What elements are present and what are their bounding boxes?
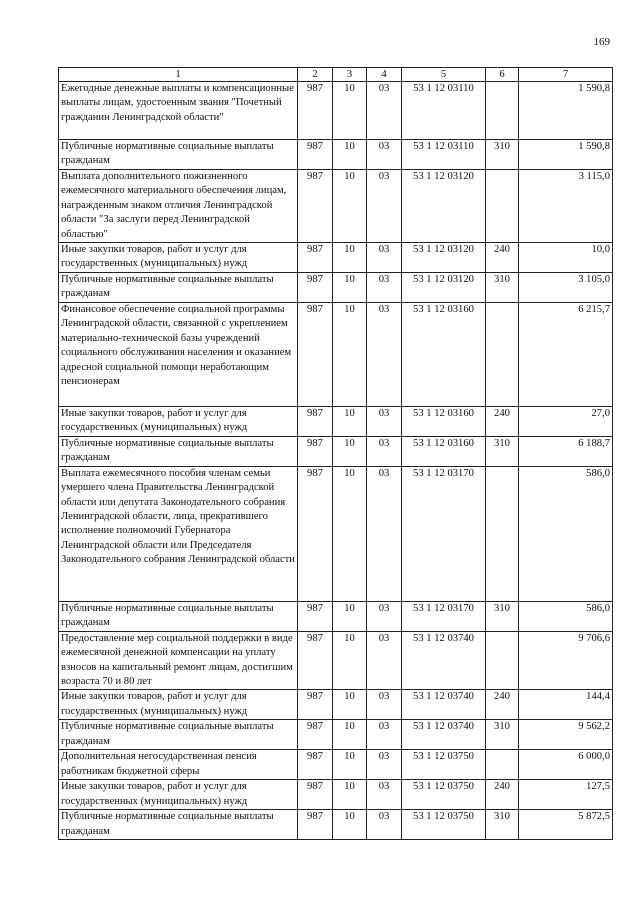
table-row (59, 140, 613, 170)
table-row (59, 437, 613, 467)
row-name: Ежегодные денежные выплаты и компенсационные выплаты лицам, удостоенным звания "Почетный гражданин Ленинградской области" (59, 82, 298, 140)
row-amount: 3 115,0 (519, 170, 613, 243)
row-admin-code: 987 (298, 720, 333, 750)
row-section: 10 (333, 407, 367, 437)
row-expense-type: 240 (486, 243, 519, 273)
row-target-code: 53 1 12 03110 (402, 82, 486, 140)
row-subsection: 03 (367, 601, 402, 631)
row-expense-type: 310 (486, 437, 519, 467)
table-row (59, 690, 613, 720)
row-name: Публичные нормативные социальные выплаты гражданам (59, 140, 298, 170)
row-name: Публичные нормативные социальные выплаты гражданам (59, 720, 298, 750)
row-target-code: 53 1 12 03750 (402, 780, 486, 810)
row-name: Публичные нормативные социальные выплаты гражданам (59, 273, 298, 303)
table-row (59, 170, 613, 243)
row-name: Иные закупки товаров, работ и услуг для государственных (муниципальных) нужд (59, 780, 298, 810)
row-name: Публичные нормативные социальные выплаты гражданам (59, 810, 298, 840)
row-expense-type (486, 303, 519, 407)
row-target-code: 53 1 12 03740 (402, 631, 486, 690)
row-section: 10 (333, 780, 367, 810)
row-amount: 127,5 (519, 780, 613, 810)
row-subsection: 03 (367, 170, 402, 243)
row-amount: 6 000,0 (519, 750, 613, 780)
row-section: 10 (333, 631, 367, 690)
row-subsection: 03 (367, 407, 402, 437)
row-section: 10 (333, 437, 367, 467)
header-col-7: 7 (519, 68, 613, 82)
row-name: Финансовое обеспечение социальной программы Ленинградской области, связанной с укреплением материально-технической базы учреждений социального обслуживания населения и оказанием адресной социальной помощи неработающим пенсионерам (59, 303, 298, 407)
row-expense-type: 240 (486, 690, 519, 720)
row-name: Выплата ежемесячного пособия членам семьи умершего члена Правительства Ленинградской области или депутата Законодательного собрания Ленинградской области, лица, прекратившего исполнение полномочий Губернатора Ленинградской области или Председателя Законодательного собрания Ленинградской области (59, 466, 298, 601)
row-amount: 9 706,6 (519, 631, 613, 690)
table-row (59, 631, 613, 690)
table-row (59, 273, 613, 303)
table-row (59, 810, 613, 840)
row-admin-code: 987 (298, 303, 333, 407)
row-expense-type: 310 (486, 601, 519, 631)
budget-table (58, 67, 613, 840)
row-section: 10 (333, 82, 367, 140)
row-amount: 1 590,8 (519, 140, 613, 170)
row-amount: 1 590,8 (519, 82, 613, 140)
row-admin-code: 987 (298, 601, 333, 631)
row-subsection: 03 (367, 273, 402, 303)
page-number: 169 (593, 36, 610, 48)
row-target-code: 53 1 12 03160 (402, 437, 486, 467)
row-subsection: 03 (367, 810, 402, 840)
row-expense-type: 310 (486, 720, 519, 750)
row-name: Публичные нормативные социальные выплаты гражданам (59, 437, 298, 467)
row-name: Предоставление мер социальной поддержки в виде ежемесячной денежной компенсации на уплату взносов на капитальный ремонт лицам, достигшим возраста 70 и 80 лет (59, 631, 298, 690)
row-name: Дополнительная негосударственная пенсия работникам бюджетной сферы (59, 750, 298, 780)
row-amount: 9 562,2 (519, 720, 613, 750)
row-target-code: 53 1 12 03110 (402, 140, 486, 170)
row-subsection: 03 (367, 140, 402, 170)
row-section: 10 (333, 466, 367, 601)
table-row (59, 466, 613, 601)
header-col-5: 5 (402, 68, 486, 82)
row-section: 10 (333, 243, 367, 273)
row-target-code: 53 1 12 03160 (402, 303, 486, 407)
table-row (59, 407, 613, 437)
table-row (59, 243, 613, 273)
row-section: 10 (333, 140, 367, 170)
row-section: 10 (333, 720, 367, 750)
row-name: Иные закупки товаров, работ и услуг для государственных (муниципальных) нужд (59, 690, 298, 720)
row-target-code: 53 1 12 03740 (402, 690, 486, 720)
row-section: 10 (333, 170, 367, 243)
row-amount: 6 215,7 (519, 303, 613, 407)
row-expense-type: 310 (486, 810, 519, 840)
row-admin-code: 987 (298, 243, 333, 273)
row-name: Иные закупки товаров, работ и услуг для государственных (муниципальных) нужд (59, 243, 298, 273)
row-subsection: 03 (367, 303, 402, 407)
row-amount: 586,0 (519, 466, 613, 601)
row-subsection: 03 (367, 437, 402, 467)
row-target-code: 53 1 12 03740 (402, 720, 486, 750)
row-section: 10 (333, 690, 367, 720)
row-target-code: 53 1 12 03750 (402, 810, 486, 840)
row-amount: 3 105,0 (519, 273, 613, 303)
row-amount: 5 872,5 (519, 810, 613, 840)
row-section: 10 (333, 303, 367, 407)
row-expense-type (486, 631, 519, 690)
row-section: 10 (333, 601, 367, 631)
table-row (59, 82, 613, 140)
row-subsection: 03 (367, 243, 402, 273)
row-subsection: 03 (367, 631, 402, 690)
row-admin-code: 987 (298, 810, 333, 840)
row-target-code: 53 1 12 03120 (402, 170, 486, 243)
row-section: 10 (333, 273, 367, 303)
row-name: Иные закупки товаров, работ и услуг для государственных (муниципальных) нужд (59, 407, 298, 437)
row-expense-type (486, 466, 519, 601)
row-admin-code: 987 (298, 750, 333, 780)
row-amount: 10,0 (519, 243, 613, 273)
row-target-code: 53 1 12 03160 (402, 407, 486, 437)
row-section: 10 (333, 750, 367, 780)
row-admin-code: 987 (298, 437, 333, 467)
row-subsection: 03 (367, 720, 402, 750)
row-expense-type: 240 (486, 780, 519, 810)
table-row (59, 303, 613, 407)
row-amount: 6 188,7 (519, 437, 613, 467)
row-target-code: 53 1 12 03170 (402, 601, 486, 631)
row-amount: 27,0 (519, 407, 613, 437)
row-admin-code: 987 (298, 466, 333, 601)
table-row (59, 720, 613, 750)
header-col-1: 1 (59, 68, 298, 82)
row-admin-code: 987 (298, 82, 333, 140)
row-target-code: 53 1 12 03120 (402, 273, 486, 303)
row-admin-code: 987 (298, 780, 333, 810)
row-admin-code: 987 (298, 407, 333, 437)
row-subsection: 03 (367, 780, 402, 810)
row-name: Выплата дополнительного пожизненного ежемесячного материального обеспечения лицам, награжденным знаком отличия Ленинградской области "За заслуги перед Ленинградской областью" (59, 170, 298, 243)
header-col-4: 4 (367, 68, 402, 82)
row-expense-type (486, 750, 519, 780)
row-admin-code: 987 (298, 631, 333, 690)
row-subsection: 03 (367, 690, 402, 720)
row-amount: 586,0 (519, 601, 613, 631)
table-row (59, 750, 613, 780)
row-target-code: 53 1 12 03750 (402, 750, 486, 780)
header-row (59, 68, 613, 82)
row-section: 10 (333, 810, 367, 840)
row-subsection: 03 (367, 82, 402, 140)
header-col-2: 2 (298, 68, 333, 82)
row-expense-type: 310 (486, 140, 519, 170)
row-target-code: 53 1 12 03120 (402, 243, 486, 273)
row-expense-type (486, 170, 519, 243)
row-target-code: 53 1 12 03170 (402, 466, 486, 601)
row-expense-type: 310 (486, 273, 519, 303)
row-admin-code: 987 (298, 273, 333, 303)
row-amount: 144,4 (519, 690, 613, 720)
row-expense-type: 240 (486, 407, 519, 437)
table-row (59, 601, 613, 631)
row-name: Публичные нормативные социальные выплаты гражданам (59, 601, 298, 631)
row-admin-code: 987 (298, 690, 333, 720)
row-subsection: 03 (367, 466, 402, 601)
header-col-6: 6 (486, 68, 519, 82)
row-expense-type (486, 82, 519, 140)
row-subsection: 03 (367, 750, 402, 780)
table-row (59, 780, 613, 810)
row-admin-code: 987 (298, 140, 333, 170)
row-admin-code: 987 (298, 170, 333, 243)
header-col-3: 3 (333, 68, 367, 82)
